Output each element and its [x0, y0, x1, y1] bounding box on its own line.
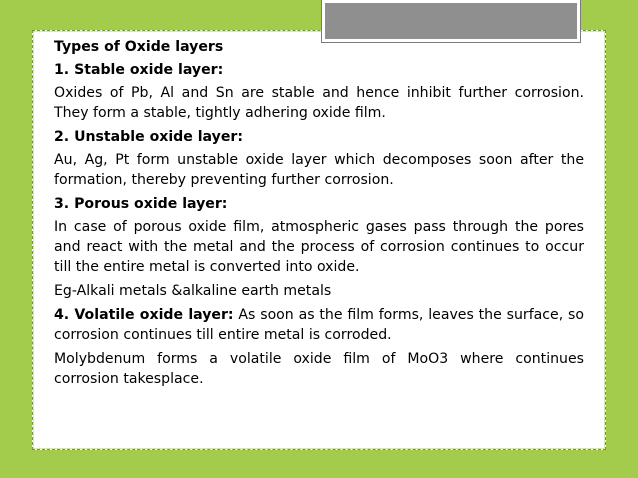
title-placeholder-box [322, 0, 580, 42]
unstable-oxide-text: Au, Ag, Pt form unstable oxide layer which decomposes soon after the formation, thereby preventing further corrosion. [54, 152, 584, 188]
stable-oxide-text: Oxides of Pb, Al and Sn are stable and hence inhibit further corrosion. They form a stable, tightly adhering oxide film. [54, 85, 584, 121]
volatile-oxide-example: Molybdenum forms a volatile oxide film of MoO3 where continues corrosion takesplace. [54, 351, 584, 387]
porous-oxide-heading: 3. Porous oxide layer: [54, 196, 228, 212]
volatile-oxide-heading: 4. Volatile oxide layer: [54, 307, 234, 323]
unstable-oxide-heading: 2. Unstable oxide layer: [54, 129, 243, 145]
stable-oxide-heading: 1. Stable oxide layer: [54, 62, 224, 78]
volatile-oxide-paragraph [54, 305, 584, 345]
porous-oxide-example: Eg-Alkali metals &alkaline earth metals [54, 283, 332, 299]
volatile-oxide-text: As soon as the film forms, leaves the surface, so corrosion continues till entire metal is corroded. [54, 307, 584, 343]
section-heading: Types of Oxide layers [54, 39, 224, 55]
slide-body [54, 37, 584, 393]
porous-oxide-text: In case of porous oxide film, atmospheric gases pass through the pores and react with the metal and the process of corrosion continues to occur till the entire metal is converted into oxide. [54, 219, 584, 275]
